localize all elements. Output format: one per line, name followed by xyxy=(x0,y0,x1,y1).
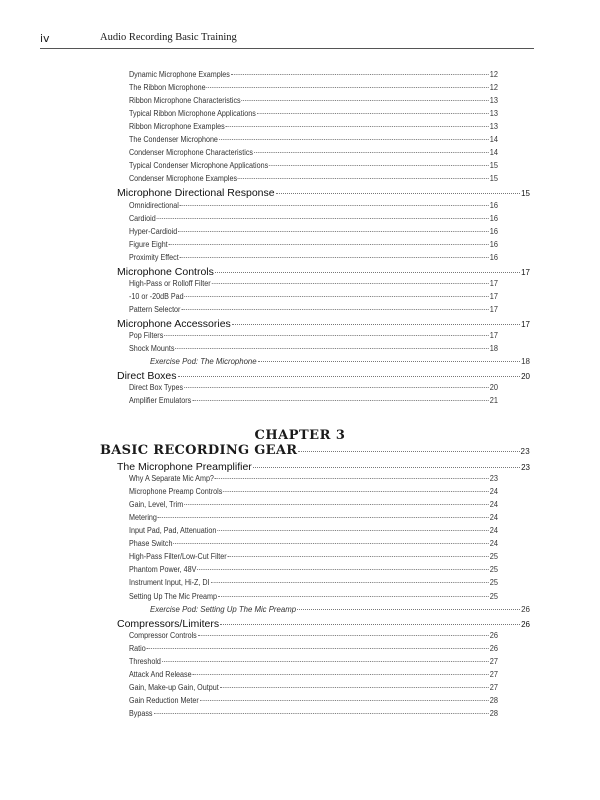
leader-dots xyxy=(217,525,489,531)
leader-dots xyxy=(175,343,488,349)
leader-dots xyxy=(212,277,489,283)
leader-dots xyxy=(198,629,489,635)
entry-title: Condenser Microphone Characteristics xyxy=(129,148,253,158)
entry-page: 23 xyxy=(521,463,530,472)
entry-page: 17 xyxy=(489,291,498,301)
entry-title: Amplifier Emulators xyxy=(129,396,192,406)
entry-page: 13 xyxy=(489,109,498,119)
entry-page: 17 xyxy=(521,267,530,277)
entry-title: Proximity Effect xyxy=(129,252,179,262)
leader-dots xyxy=(180,251,489,257)
entry-title: Dynamic Microphone Examples xyxy=(129,70,230,79)
toc-entry xyxy=(129,174,498,183)
entry-title: Hyper-Cardioid xyxy=(129,226,178,236)
leader-dots xyxy=(253,460,520,468)
entry-page: 26 xyxy=(521,604,530,614)
entry-page: 16 xyxy=(489,213,498,223)
leader-dots xyxy=(206,82,488,88)
leader-dots xyxy=(223,486,489,492)
toc-entry xyxy=(129,70,498,79)
toc-entry xyxy=(129,552,498,561)
toc-entry xyxy=(129,631,498,640)
toc-entry xyxy=(129,227,498,236)
entry-page: 25 xyxy=(489,591,498,601)
toc-entry xyxy=(129,565,498,574)
toc-entry xyxy=(129,344,498,353)
entry-page: 24 xyxy=(489,526,498,536)
leader-dots xyxy=(197,564,488,570)
leader-dots xyxy=(220,616,520,624)
toc-entry xyxy=(129,487,498,496)
toc-entry xyxy=(129,683,498,692)
leader-dots xyxy=(210,577,488,583)
toc-entry xyxy=(129,396,498,405)
entry-title: Typical Ribbon Microphone Applications xyxy=(129,109,256,119)
entry-title: Shock Mounts xyxy=(129,344,175,354)
entry-title: Condenser Microphone Examples xyxy=(129,174,238,184)
toc-section-entry xyxy=(117,618,530,630)
leader-dots xyxy=(192,395,489,401)
entry-page: 12 xyxy=(489,70,498,79)
entry-page: 16 xyxy=(489,252,498,262)
leader-dots xyxy=(178,369,521,377)
entry-title: Attack And Release xyxy=(129,669,192,679)
toc-entry xyxy=(129,122,498,131)
toc-section-entry xyxy=(117,318,530,330)
entry-title: Why A Separate Mic Amp? xyxy=(129,474,214,484)
leader-dots xyxy=(269,160,489,166)
entry-title: Ribbon Microphone Examples xyxy=(129,122,225,132)
leader-dots xyxy=(169,238,489,244)
entry-title: Threshold xyxy=(129,656,161,666)
entry-page: 13 xyxy=(489,96,498,106)
entry-page: 25 xyxy=(489,578,498,588)
leader-dots xyxy=(228,551,489,557)
entry-title: Typical Condenser Microphone Applications xyxy=(129,161,269,171)
leader-dots xyxy=(184,382,489,388)
leader-dots xyxy=(276,186,521,194)
leader-dots xyxy=(215,264,520,272)
entry-title: Omnidirectional xyxy=(129,200,179,210)
leader-dots xyxy=(215,473,489,479)
toc-exercise-entry xyxy=(150,605,530,614)
toc-entry xyxy=(129,214,498,223)
entry-page: 17 xyxy=(521,319,530,329)
leader-dots xyxy=(254,147,489,153)
entry-title: Pop Filters xyxy=(129,331,164,340)
toc-entry xyxy=(129,305,498,314)
entry-title: Input Pad, Pad, Attenuation xyxy=(129,526,217,536)
entry-page: 24 xyxy=(489,539,498,549)
leader-dots xyxy=(200,694,489,700)
page-number: iv xyxy=(40,32,50,45)
entry-title: Direct Box Types xyxy=(129,383,184,393)
entry-page: 25 xyxy=(489,565,498,575)
entry-page: 24 xyxy=(489,500,498,510)
entry-title: Pattern Selector xyxy=(129,304,181,314)
entry-title: High-Pass Filter/Low-Cut Filter xyxy=(129,552,227,562)
entry-title: The Condenser Microphone xyxy=(129,135,218,145)
toc-entry xyxy=(129,383,498,392)
chapter-page: 23 xyxy=(520,447,530,456)
entry-page: 13 xyxy=(489,122,498,132)
entry-title: Microphone Accessories xyxy=(117,317,231,330)
toc-entry xyxy=(129,135,498,144)
toc-entry xyxy=(129,644,498,653)
entry-title: Metering xyxy=(129,513,157,523)
entry-title: Direct Boxes xyxy=(117,370,177,383)
entry-title: Ratio xyxy=(129,643,146,653)
toc-entry xyxy=(129,292,498,301)
leader-dots xyxy=(258,356,520,362)
toc-entry xyxy=(129,500,498,509)
toc-entry xyxy=(129,279,498,288)
entry-title: -10 or -20dB Pad xyxy=(129,291,184,301)
leader-dots xyxy=(180,199,489,205)
toc-entry xyxy=(129,253,498,262)
entry-page: 18 xyxy=(489,344,498,354)
entry-page: 27 xyxy=(489,682,498,692)
leader-dots xyxy=(219,134,489,140)
toc-entry xyxy=(129,657,498,666)
entry-title: Microphone Directional Response xyxy=(117,187,275,200)
entry-title: Setting Up The Mic Preamp xyxy=(129,591,217,601)
toc-entry xyxy=(129,709,498,718)
entry-page: 20 xyxy=(521,372,530,382)
entry-page: 28 xyxy=(489,708,498,718)
toc-entry xyxy=(129,513,498,522)
entry-title: Gain Reduction Meter xyxy=(129,695,199,705)
leader-dots xyxy=(153,707,488,713)
leader-dots xyxy=(157,212,489,218)
toc-entry xyxy=(129,696,498,705)
entry-page: 23 xyxy=(489,474,498,484)
leader-dots xyxy=(218,590,489,596)
entry-title: Microphone Preamp Controls xyxy=(129,487,223,497)
entry-title: Phase Switch xyxy=(129,539,173,549)
leader-dots xyxy=(232,317,520,325)
toc-section-entry xyxy=(117,370,530,382)
leader-dots xyxy=(226,121,489,127)
entry-page: 26 xyxy=(489,643,498,653)
chapter-label: CHAPTER 3 xyxy=(254,428,346,443)
entry-page: 21 xyxy=(489,396,498,406)
entry-title: Bypass xyxy=(129,708,153,718)
entry-title: Cardioid xyxy=(129,213,156,223)
toc-entry xyxy=(129,474,498,483)
entry-page: 17 xyxy=(489,331,498,340)
leader-dots xyxy=(298,442,519,452)
entry-title: Gain, Make-up Gain, Output xyxy=(129,682,219,692)
entry-title: Phantom Power, 48V xyxy=(129,565,197,575)
entry-title: Exercise Pod: The Microphone xyxy=(150,357,257,367)
entry-page: 16 xyxy=(489,200,498,210)
toc-entry xyxy=(129,161,498,170)
entry-page: 27 xyxy=(489,656,498,666)
leader-dots xyxy=(257,108,489,114)
toc-entry xyxy=(129,201,498,210)
leader-dots xyxy=(242,95,489,101)
toc-section-entry xyxy=(117,187,530,199)
entry-page: 15 xyxy=(489,174,498,184)
toc-entry xyxy=(129,240,498,249)
toc-entry xyxy=(129,331,498,340)
leader-dots xyxy=(238,173,489,179)
entry-page: 15 xyxy=(489,161,498,171)
leader-dots xyxy=(231,69,489,75)
entry-page: 12 xyxy=(489,83,498,93)
entry-page: 14 xyxy=(489,135,498,145)
leader-dots xyxy=(173,538,488,544)
entry-page: 18 xyxy=(521,357,530,367)
leader-dots xyxy=(147,642,489,648)
entry-title: Compressor Controls xyxy=(129,630,197,640)
entry-page: 14 xyxy=(489,148,498,158)
chapter-title-row xyxy=(100,443,530,458)
leader-dots xyxy=(178,225,489,231)
toc-entry xyxy=(129,578,498,587)
chapter-title: BASIC RECORDING GEAR xyxy=(100,443,298,458)
entry-title: Gain, Level, Trim xyxy=(129,500,184,510)
entry-page: 25 xyxy=(489,552,498,562)
leader-dots xyxy=(162,655,489,661)
entry-title: Instrument Input, Hi-Z, DI xyxy=(129,578,210,588)
entry-page: 26 xyxy=(521,619,530,629)
entry-page: 20 xyxy=(489,383,498,393)
entry-title: Exercise Pod: Setting Up The Mic Preamp xyxy=(150,604,297,614)
leader-dots xyxy=(220,681,489,687)
toc-section-entry xyxy=(117,266,530,278)
entry-page: 27 xyxy=(489,669,498,679)
entry-page: 16 xyxy=(489,226,498,236)
entry-page: 24 xyxy=(489,513,498,523)
leader-dots xyxy=(181,303,488,309)
toc-entry xyxy=(129,96,498,105)
entry-title: High-Pass or Rolloff Filter xyxy=(129,278,211,288)
entry-page: 16 xyxy=(489,239,498,249)
entry-title: The Microphone Preamplifier xyxy=(117,461,252,473)
book-title: Audio Recording Basic Training xyxy=(100,32,237,43)
entry-page: 28 xyxy=(489,695,498,705)
entry-title: Compressors/Limiters xyxy=(117,617,220,630)
entry-page: 17 xyxy=(489,304,498,314)
entry-title: Figure Eight xyxy=(129,239,168,249)
toc-entry xyxy=(129,592,498,601)
toc-entry xyxy=(129,539,498,548)
toc-entry xyxy=(129,526,498,535)
toc-section-entry xyxy=(117,461,530,473)
toc-entry xyxy=(129,109,498,118)
entry-title: Ribbon Microphone Characteristics xyxy=(129,96,241,106)
leader-dots xyxy=(193,668,489,674)
leader-dots xyxy=(164,330,489,336)
entry-page: 15 xyxy=(521,189,530,199)
toc-entry xyxy=(129,670,498,679)
entry-page: 24 xyxy=(489,487,498,497)
running-header xyxy=(40,32,534,49)
entry-title: The Ribbon Microphone xyxy=(129,83,206,93)
entry-title: Microphone Controls xyxy=(117,265,214,278)
leader-dots xyxy=(158,512,489,518)
leader-dots xyxy=(185,290,489,296)
entry-page: 17 xyxy=(489,278,498,288)
toc-entry xyxy=(129,148,498,157)
leader-dots xyxy=(297,603,520,609)
leader-dots xyxy=(184,499,489,505)
entry-page: 26 xyxy=(489,630,498,640)
toc-exercise-entry xyxy=(150,357,530,366)
toc-entry xyxy=(129,83,498,92)
